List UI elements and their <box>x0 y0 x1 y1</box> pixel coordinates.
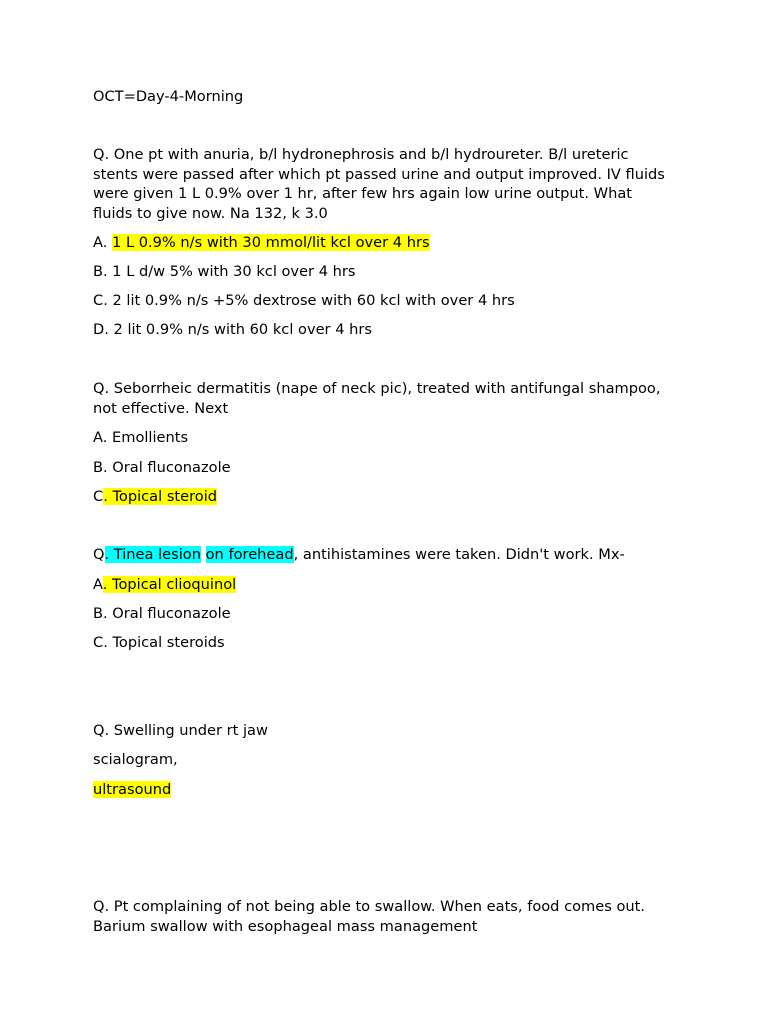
option-label: A. <box>93 234 113 251</box>
question-space <box>201 546 206 563</box>
question-3-option-b: B. Oral fluconazole <box>93 605 231 622</box>
question-2-option-a: A. Emollients <box>93 429 189 446</box>
option-label: A <box>93 576 103 593</box>
question-4-line-3 <box>93 780 673 800</box>
question-prefix: Q <box>93 546 105 563</box>
question-2-option-b: B. Oral fluconazole <box>93 459 231 476</box>
page-title: OCT=Day-4-Morning <box>93 88 244 105</box>
highlighted-phrase: . Tinea lesion <box>104 546 201 563</box>
option-label: C <box>93 488 104 505</box>
question-5-text: Q. Pt complaining of not being able to swallow. When eats, food comes out. Barium swallow with esophageal mass management <box>93 898 650 935</box>
question-3-option-a <box>93 575 673 595</box>
question-1-option-b: B. 1 L d/w 5% with 30 kcl over 4 hrs <box>93 263 356 280</box>
highlighted-answer: . Topical clioquinol <box>102 576 237 593</box>
highlighted-answer: 1 L 0.9% n/s with 30 mmol/lit kcl over 4 hrs <box>112 234 430 251</box>
question-3-text <box>93 545 673 565</box>
question-4-line-2: scialogram, <box>93 751 178 768</box>
question-2-option-c <box>93 487 673 507</box>
question-3-option-c: C. Topical steroids <box>93 634 225 651</box>
highlighted-answer: ultrasound <box>93 781 172 798</box>
question-1-option-d: D. 2 lit 0.9% n/s with 60 kcl over 4 hrs <box>93 321 372 338</box>
question-1-text: Q. One pt with anuria, b/l hydronephrosis and b/l hydroureter. B/l ureteric stents were passed after which pt passed urine and output improved. IV fluids were given 1 L 0.9% over 1 hr, after few hrs again low urine output. What fluids to give now. Na 132, k 3.0 <box>93 146 670 222</box>
question-4-text: Q. Swelling under rt jaw <box>93 722 268 739</box>
question-1-option-c: C. 2 lit 0.9% n/s +5% dextrose with 60 kcl with over 4 hrs <box>93 292 515 309</box>
highlighted-answer: . Topical steroid <box>103 488 218 505</box>
question-1-option-a <box>93 233 673 253</box>
question-rest: , antihistamines were taken. Didn't work. Mx- <box>293 546 625 563</box>
question-2-text: Q. Seborrheic dermatitis (nape of neck pic), treated with antifungal shampoo, not effective. Next <box>93 380 666 417</box>
highlighted-phrase: on forehead <box>205 546 294 563</box>
